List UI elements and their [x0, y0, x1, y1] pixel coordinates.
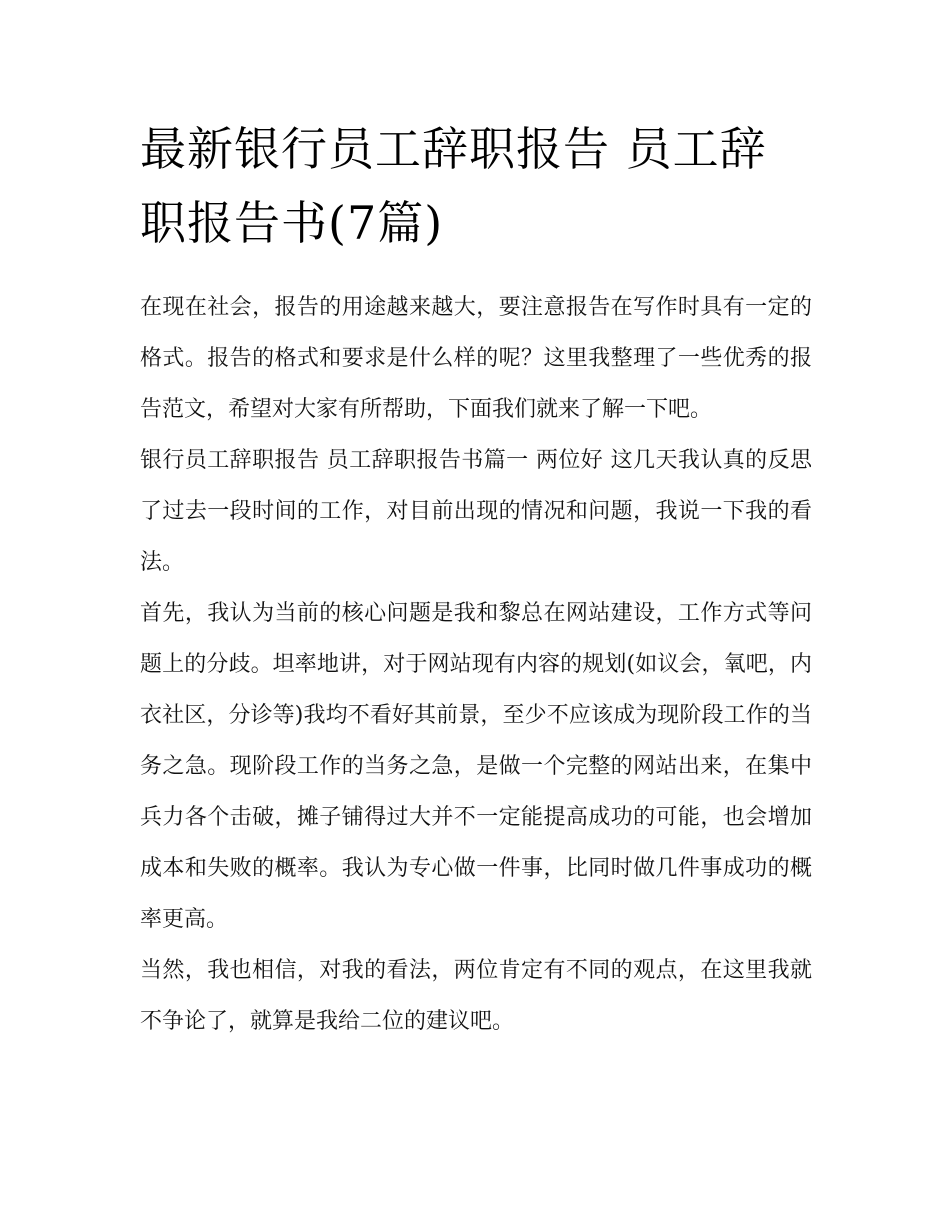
- document-body: [140, 112, 812, 1047]
- paragraph-letter-opening: 银行员工辞职报告 员工辞职报告书篇一 两位好 这几天我认真的反思了过去一段时间的工作，对目前出现的情况和问题，我说一下我的看法。: [140, 448, 812, 575]
- paragraph-conclusion: 当然，我也相信，对我的看法，两位肯定有不同的观点，在这里我就不争论了，就算是我给二位的建议吧。: [140, 958, 812, 1034]
- paragraph-intro: 在现在社会，报告的用途越来越大，要注意报告在写作时具有一定的格式。报告的格式和要求是什么样的呢？这里我整理了一些优秀的报告范文，希望对大家有所帮助，下面我们就来了解一下吧。: [140, 295, 812, 422]
- document-title: 最新银行员工辞职报告 员工辞职报告书(7篇): [140, 122, 767, 250]
- paragraph-core-issue: 首先，我认为当前的核心问题是我和黎总在网站建设，工作方式等问题上的分歧。坦率地讲，对于网站现有内容的规划(如议会，氧吧，内衣社区，分诊等)我均不看好其前景，至少不应该成为现阶段工作的当务之急。现阶段工作的当务之急，是做一个完整的网站出来，在集中兵力各个击破，摊子铺得过大并不一定能提高成功的可能，也会增加成本和失败的概率。我认为专心做一件事，比同时做几件事成功的概率更高。: [140, 601, 812, 932]
